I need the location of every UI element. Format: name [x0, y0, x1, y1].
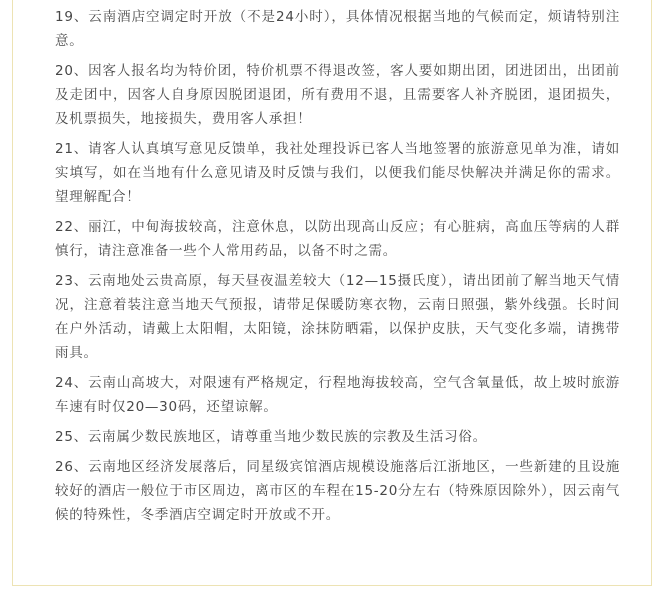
notice-item-23: 23、云南地处云贵高原，每天昼夜温差较大（12—15摄氏度），请出团前了解当地天气情况，注意着装注意当地天气预报，请带足保暖防寒衣物，云南日照强，紫外线强。长时间在户外活动，请戴上太阳帽，太阳镜，涂抹防晒霜，以保护皮肤，天气变化多端，请携带雨具。 [55, 273, 620, 361]
notice-list [55, 5, 620, 533]
notice-item-24: 24、云南山高坡大，对限速有严格规定，行程地海拔较高，空气含氧量低，故上坡时旅游车速有时仅20—30码，还望谅解。 [55, 375, 620, 415]
notice-item-26: 26、云南地区经济发展落后，同星级宾馆酒店规模设施落后江浙地区，一些新建的且设施较好的酒店一般位于市区周边，离市区的车程在15-20分左右（特殊原因除外），因云南气候的特殊性，冬季酒店空调定时开放或不开。 [55, 459, 620, 523]
notice-item-25: 25、云南属少数民族地区，请尊重当地少数民族的宗教及生活习俗。 [55, 429, 487, 445]
notice-item-19: 19、云南酒店空调定时开放（不是24小时），具体情况根据当地的气候而定，烦请特别注意。 [55, 9, 620, 49]
notice-item-21: 21、请客人认真填写意见反馈单，我社处理投诉已客人当地签署的旅游意见单为准，请如实填写，如在当地有什么意见请及时反馈与我们，以便我们能尽快解决并满足你的需求。望理解配合！ [55, 141, 620, 205]
notice-item-22: 22、丽江，中甸海拔较高，注意休息，以防出现高山反应；有心脏病，高血压等病的人群慎行，请注意准备一些个人常用药品，以备不时之需。 [55, 219, 620, 259]
notice-item-20: 20、因客人报名均为特价团，特价机票不得退改签，客人要如期出团，团进团出，出团前及走团中，因客人自身原因脱团退团，所有费用不退，且需要客人补齐脱团，退团损失，及机票损失，地接损失，费用客人承担！ [55, 63, 620, 127]
